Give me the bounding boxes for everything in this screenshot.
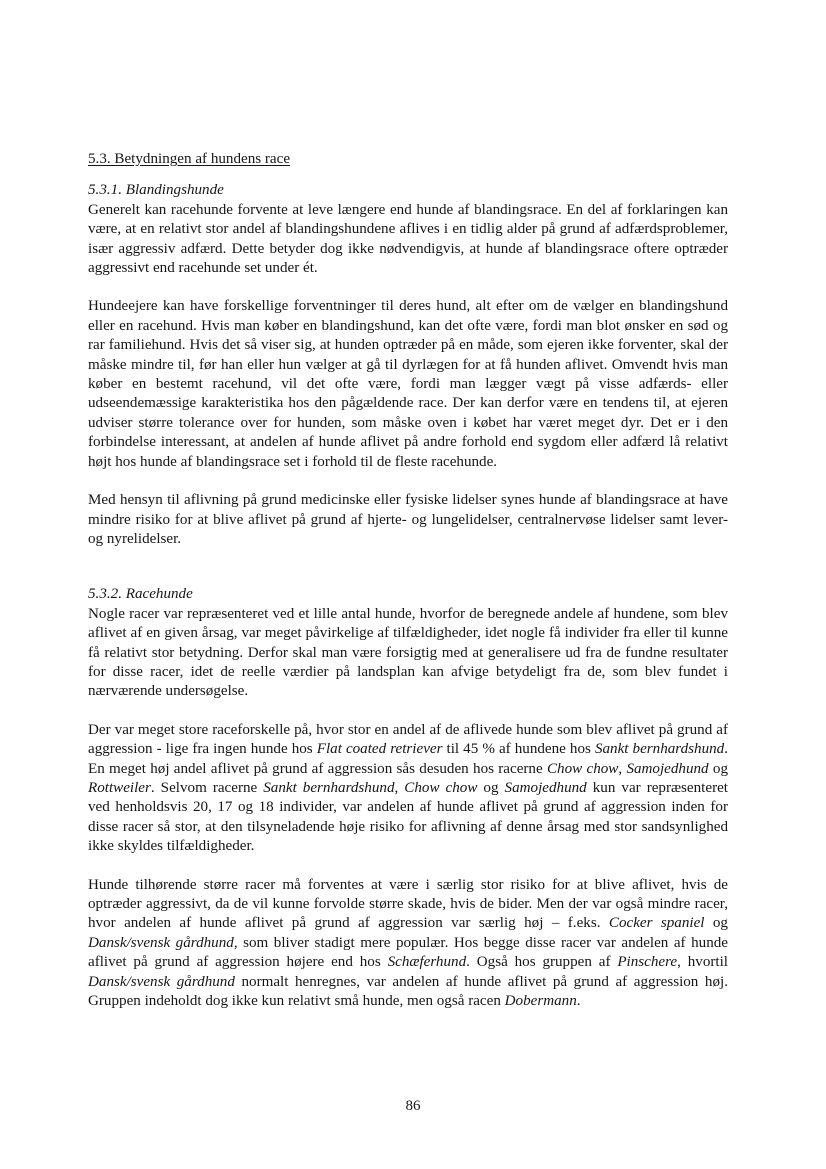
- text-run: , hvortil: [677, 954, 728, 971]
- page-number: 86: [405, 1098, 421, 1114]
- body-paragraph: [88, 491, 728, 549]
- breed-name: Dobermann: [504, 993, 577, 1010]
- text-run: og: [477, 779, 505, 796]
- text-run: Hundeejere kan have forskellige forventninger til deres hund, alt efter om de vælger en blandingshund eller en racehund. Hvis man køber en blandingshund, kan det ofte være, fordi man blot ønsker en sød og rar familiehund. Hvis det så viser sig, at hunden optræder på en måde, som ejeren ikke forventer, skal der måske mindre til, før han eller hun vælger at gå til dyrlægen for at få hunden aflivet. Omvendt hvis man køber en bestemt racehund, vil det ofte være, fordi man lægger vægt på visse adfærds- eller udseendemæssige karakteristika hos den pågældende race. Der kan derfor være en tendens til, at ejeren udviser større tolerance over for hunden, som måske oven i købet har været meget dyr. Det er i den forbindelse interessant, at andelen af hunde aflivet på andre forhold end sygdom eller adfærd lå relativt højt hos hunde af blandingsrace set i forhold til de fleste racehunde.: [88, 298, 728, 470]
- text-run: Generelt kan racehunde forvente at leve længere end hunde af blandingsrace. En del af forklaringen kan være, at en relativt stor andel af blandingshundene aflives i en tidlig alder på grund af adfærdsproblemer, især aggressiv adfærd. Dette betyder dog ikke nødvendigvis, at hunde af blandingsrace oftere optræder aggressivt end racehunde set under ét.: [88, 201, 728, 277]
- text-run: ,: [394, 779, 405, 796]
- text-run: til 45 % af hundene hos: [442, 741, 595, 758]
- text-run: Med hensyn til aflivning på grund medicinske eller fysiske lidelser synes hunde af blandingsrace at have mindre risiko for at blive aflivet på grund af hjerte- og lungelidelser, centralnervøse lidelser samt lever- og nyrelidelser.: [88, 492, 728, 547]
- breed-name: Chow chow: [404, 779, 478, 796]
- text-run: Nogle racer var repræsenteret ved et lille antal hunde, hvorfor de beregnede andele af hundene, som blev aflivet af en given årsag, var meget påvirkelige af tilfældigheder, idet nogle få individer fra eller til kunne få relativt stor betydning. Derfor skal man være forsigtig med at generalisere ud fra de fundne resultater for disse racer, idet de reelle værdier på landsplan kan afvige betydeligt fra de, som blev fundet i nærværende undersøgelse.: [88, 605, 728, 700]
- text-run: normalt henregnes, var andelen af hunde aflivet på grund af aggression høj. Gruppen indeholdt dog ikke kun relativt små hunde, men også racen: [88, 973, 728, 1010]
- breed-name: Sankt bernhardshund: [594, 741, 725, 758]
- text-run: , som bliver stadigt mere populær. Hos begge disse racer var andelen af hunde aflivet på grund af aggression højere end hos: [88, 934, 728, 971]
- text-run: . Også hos gruppen af: [466, 954, 618, 971]
- body-paragraph: [88, 876, 728, 1012]
- subsection-body-blandingshunde: [88, 201, 728, 550]
- text-run: kun var repræsenteret ved henholdsvis 20, 17 og 18 individer, var andelen af hunde aflivet på grund af aggression inden for disse racer så stor, at den tilsyneladende høje risiko for aflivning af denne årsag med stor sandsynlighed ikke skyldes tilfældigheder.: [88, 779, 728, 855]
- subsection-body-racehunde: [88, 605, 728, 1012]
- breed-name: Schæferhund: [387, 954, 467, 971]
- breed-name: Dansk/svensk gårdhund: [88, 934, 234, 951]
- subsection-heading-blandingshunde: 5.3.1. Blandingshunde: [88, 182, 224, 199]
- breed-name: Cocker spaniel: [608, 915, 705, 932]
- text-run: .: [576, 993, 581, 1010]
- breed-name: Sankt bernhardshund: [263, 779, 395, 796]
- text-run: . Selvom racerne: [150, 779, 264, 796]
- text-run: og: [708, 760, 728, 777]
- breed-name: Pinschere: [617, 954, 678, 971]
- text-run: Hunde tilhørende større racer må forventes at være i særlig stor risiko for at blive aflivet, hvis de optræder aggressivt, da de vil kunne forvolde større skade, hvis de bider. Men der var også mindre racer, hvor andelen af hunde aflivet på grund af aggression var særlig høj – f.eks.: [88, 876, 728, 932]
- text-run: og: [704, 915, 728, 932]
- text-run: . En meget høj andel aflivet på grund af aggression sås desuden hos racerne: [88, 741, 728, 777]
- section-heading: 5.3. Betydningen af hundens race: [88, 151, 291, 167]
- breed-name: Rottweiler: [88, 779, 151, 796]
- text-run: Der var meget store raceforskelle på, hvor stor en andel af de aflivede hunde som blev aflivet på grund af aggression - lige fra ingen hunde hos: [88, 721, 728, 758]
- subsection-heading-racehunde: 5.3.2. Racehunde: [88, 586, 193, 603]
- text-run: ,: [618, 760, 627, 777]
- breed-name: Samojedhund: [626, 760, 709, 777]
- page-content: [88, 150, 728, 1011]
- body-paragraph: [88, 201, 728, 279]
- breed-name: Chow chow: [546, 760, 619, 777]
- breed-name: Flat coated retriever: [316, 741, 443, 758]
- body-paragraph: [88, 605, 728, 702]
- breed-name: Dansk/svensk gårdhund: [88, 973, 235, 990]
- body-paragraph: [88, 297, 728, 472]
- breed-name: Samojedhund: [504, 779, 587, 796]
- body-paragraph: [88, 721, 728, 857]
